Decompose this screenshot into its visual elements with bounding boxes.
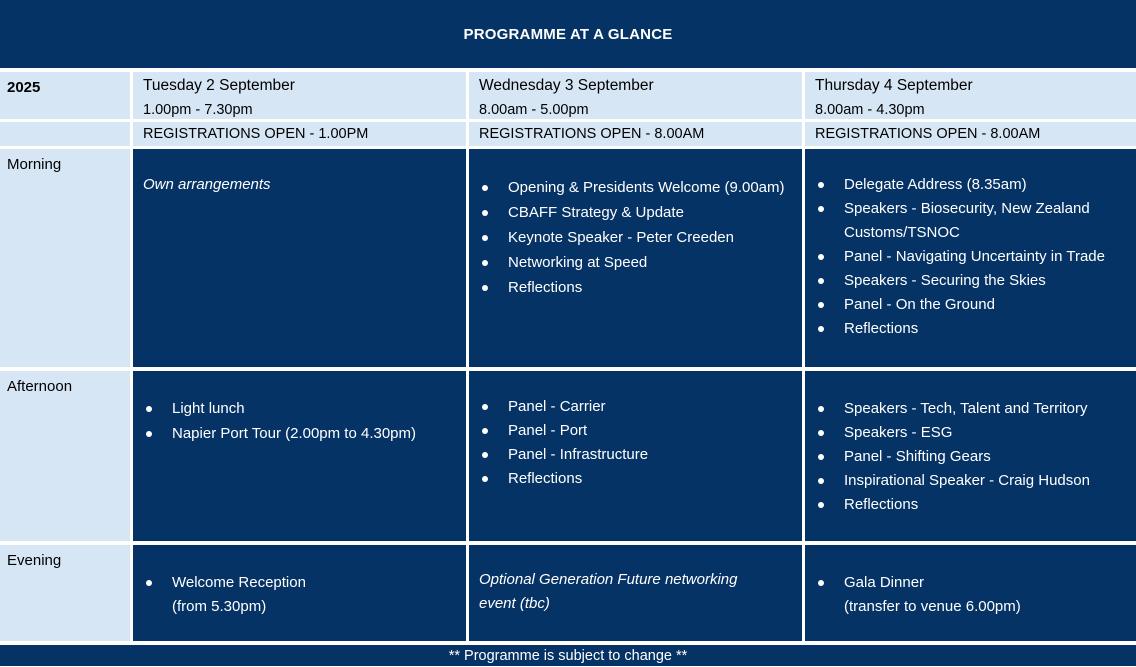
evening-thursday-list [805, 545, 1136, 619]
day-header-wednesday [469, 72, 802, 119]
list-item: Reflections [479, 276, 792, 300]
morning-thursday-list [805, 149, 1136, 341]
list-item [815, 571, 1126, 619]
list-item: Speakers - ESG [815, 421, 1126, 445]
day-time: 8.00am - 4.30pm [815, 102, 925, 118]
list-item: CBAFF Strategy & Update [479, 201, 792, 225]
morning-thursday [805, 149, 1136, 367]
list-item: Speakers - Biosecurity, New Zealand Customs/TSNOC [815, 197, 1126, 245]
morning-wednesday [469, 149, 802, 367]
list-item: Panel - Navigating Uncertainty in Trade [815, 245, 1126, 269]
optional-event-note: Optional Generation Future networking event (tbc) [479, 571, 738, 612]
day-time: 1.00pm - 7.30pm [143, 102, 253, 118]
list-item: Panel - Infrastructure [479, 443, 792, 467]
afternoon-wednesday [469, 371, 802, 541]
list-item: Reflections [815, 317, 1126, 341]
list-item: Panel - Shifting Gears [815, 445, 1126, 469]
list-item: Inspirational Speaker - Craig Hudson [815, 469, 1126, 493]
session-label-afternoon: Afternoon [0, 371, 130, 541]
evening-thursday [805, 545, 1136, 641]
list-item [143, 571, 456, 619]
item-detail: (from 5.30pm) [172, 598, 267, 615]
page-title: PROGRAMME AT A GLANCE [0, 0, 1136, 68]
list-item: Speakers - Tech, Talent and Territory [815, 397, 1126, 421]
day-header-tuesday [133, 72, 466, 119]
day-header-thursday [805, 72, 1136, 119]
session-label-morning: Morning [0, 149, 130, 367]
list-item: Keynote Speaker - Peter Creeden [479, 226, 792, 250]
list-item: Napier Port Tour (2.00pm to 4.30pm) [143, 422, 456, 446]
day-time: 8.00am - 5.00pm [479, 102, 589, 118]
list-item: Panel - Port [479, 419, 792, 443]
year-label: 2025 [0, 72, 130, 119]
list-item: Delegate Address (8.35am) [815, 173, 1126, 197]
afternoon-tuesday [133, 371, 466, 541]
session-label-evening: Evening [0, 545, 130, 641]
afternoon-thursday [805, 371, 1136, 541]
list-item: Reflections [479, 467, 792, 491]
day-name: Tuesday 2 September [143, 77, 295, 94]
list-item: Opening & Presidents Welcome (9.00am) [479, 176, 792, 200]
afternoon-thursday-list [805, 371, 1136, 517]
day-name: Wednesday 3 September [479, 77, 654, 94]
list-item: Speakers - Securing the Skies [815, 269, 1126, 293]
registration-row-label [0, 122, 130, 146]
item-title: Welcome Reception [172, 574, 306, 591]
afternoon-wednesday-list [469, 371, 802, 491]
evening-wednesday [469, 545, 802, 641]
afternoon-tuesday-list [133, 371, 466, 446]
morning-tuesday [133, 149, 466, 367]
list-item: Light lunch [143, 397, 456, 421]
registration-thursday: REGISTRATIONS OPEN - 8.00AM [805, 122, 1136, 146]
own-arrangements-note: Own arrangements [143, 176, 271, 193]
list-item: Networking at Speed [479, 251, 792, 275]
evening-tuesday-list [133, 545, 466, 619]
registration-wednesday: REGISTRATIONS OPEN - 8.00AM [469, 122, 802, 146]
list-item: Panel - On the Ground [815, 293, 1126, 317]
item-detail: (transfer to venue 6.00pm) [844, 598, 1021, 615]
list-item: Reflections [815, 493, 1126, 517]
morning-wednesday-list [469, 149, 802, 300]
footer-note: ** Programme is subject to change ** [0, 645, 1136, 666]
day-name: Thursday 4 September [815, 77, 973, 94]
evening-tuesday [133, 545, 466, 641]
list-item: Panel - Carrier [479, 395, 792, 419]
item-title: Gala Dinner [844, 574, 925, 591]
registration-tuesday: REGISTRATIONS OPEN - 1.00PM [133, 122, 466, 146]
